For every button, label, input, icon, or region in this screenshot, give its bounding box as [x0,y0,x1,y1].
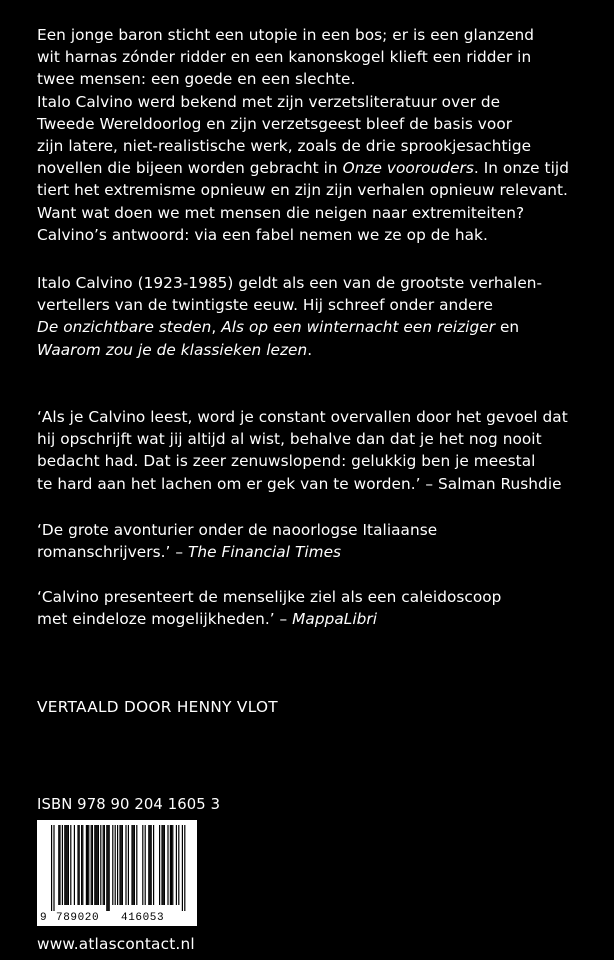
barcode-bar [62,825,63,905]
barcode-bar [51,825,52,911]
barcode-bar [136,825,137,905]
barcode-bar [148,825,149,905]
barcode-bar [167,825,168,905]
intro-line: wit harnas zónder ridder en een kanonskogel klieft een ridder in [37,48,532,67]
barcode-bar [109,825,110,911]
bio-line: De onzichtbare steden, Als op een winternacht een reiziger en [37,318,520,337]
barcode-bar [58,825,59,905]
barcode-bar [81,825,82,905]
barcode-bar [128,825,129,905]
barcode-bar [125,825,126,905]
barcode-bar [145,825,146,905]
barcode-bar [91,825,92,905]
barcode-bar [104,825,105,905]
barcode-bar [53,825,54,911]
translator-credit: VERTAALD DOOR HENNY VLOT [37,698,278,716]
book-title: Waarom zou je de klassieken lezen [37,340,308,359]
intro-line: tiert het extremisme opnieuw en zijn zijn verhalen opnieuw relevant. [37,181,568,200]
bio-line: Italo Calvino (1923-1985) geldt als een van de grootste verhalen- [37,274,543,292]
barcode-digits-left: 789020 [56,912,100,924]
barcode-bar [67,825,68,905]
barcode-bar [82,825,83,905]
quote-line: hij opschrijft wat jij altijd al wist, behalve dan dat je het nog nooit [37,430,542,449]
barcode-bar [70,825,71,905]
barcode-bar [151,825,152,905]
quote-line: bedacht had. Dat is zeer zenuwslopend: gelukkig ben je meestal [37,452,536,471]
book-title: Onze voorouders [342,159,474,178]
publisher-website: www.atlascontact.nl [37,935,195,953]
quote-line: ‘Als je Calvino leest, word je constant overvallen door het gevoel dat [37,408,568,426]
barcode-bar [94,825,95,905]
barcode-bar [103,825,104,905]
barcode-bar [88,825,89,905]
intro-line: Want wat doen we met mensen die neigen naar extremiteiten? [37,203,525,222]
barcode-bar [98,825,99,905]
book-title: Als op een winternacht een reiziger [221,318,496,337]
barcode-bar [122,825,123,905]
quote-source: MappaLibri [292,610,378,629]
barcode-bar [176,825,177,905]
review-quote-rushdie [37,406,597,495]
barcode-bar [184,825,185,911]
barcode-bar [65,825,66,905]
quote-line: ‘Calvino presenteert de menselijke ziel als een caleidoscoop [37,588,502,606]
quote-line: ‘De grote avonturier onder de naoorlogse Italiaanse [37,521,438,539]
barcode-bar [131,825,132,905]
barcode-bar [106,825,107,911]
intro-line: Een jonge baron sticht een utopie in een bos; er is een glanzend [37,26,535,44]
barcode-bar [161,825,162,905]
barcode-bar [68,825,69,905]
barcode-bar [182,825,183,911]
barcode-bar [97,825,98,905]
barcode-bar [119,825,120,905]
barcode-bar [134,825,135,905]
quote-line: romanschrijvers.’ – The Financial Times [37,543,342,562]
barcode-bar [142,825,143,905]
barcode-bars [51,825,185,911]
quote-source: The Financial Times [187,543,342,562]
bio-line: Waarom zou je de klassieken lezen. [37,340,313,359]
intro-line: zijn latere, niet-realistische werk, zoals de drie sprookjesachtige [37,137,532,156]
barcode-bar [77,825,78,905]
barcode [37,820,197,926]
quote-line: te hard aan het lachen om er gek van te worden.’ – Salman Rushdie [37,474,562,493]
barcode-bar [133,825,134,905]
isbn-text: ISBN 978 90 204 1605 3 [37,796,221,813]
intro-line: Tweede Wereldoorlog en zijn verzetsgeest bleef de basis voor [37,114,513,133]
barcode-bar [64,825,65,905]
barcode-bar [59,825,60,905]
barcode-bar [164,825,165,905]
barcode-bar [74,825,75,905]
barcode-bar [79,825,80,905]
barcode-bar [87,825,88,905]
barcode-bar [112,825,113,905]
barcode-bar [95,825,96,905]
review-quote-financial-times [37,519,597,563]
intro-line: novellen die bijeen worden gebracht in Onze voorouders. In onze tijd [37,159,569,178]
barcode-bar [171,825,172,905]
barcode-bar [121,825,122,905]
bio-line: vertellers van de twintigste eeuw. Hij schreef onder andere [37,296,493,315]
quote-line: met eindeloze mogelijkheden.’ – MappaLibri [37,610,378,629]
barcode-bar [86,825,87,905]
book-title: De onzichtbare steden [37,318,212,337]
intro-line: twee mensen: een goede en een slechte. [37,70,356,89]
barcode-bar [149,825,150,905]
intro-text [37,24,597,246]
barcode-digits-right: 416053 [121,912,165,924]
barcode-bar [153,825,154,905]
intro-line: Calvino’s antwoord: via een fabel nemen we ze op de hak. [37,225,488,244]
barcode-bar [172,825,173,905]
review-quote-mappalibri [37,586,597,630]
barcode-bar [178,825,179,905]
barcode-bar [100,825,101,905]
author-bio [37,272,597,361]
barcode-digit-first: 9 [40,912,47,924]
barcode-bar [107,825,108,911]
barcode-bar [163,825,164,905]
barcode-bar [159,825,160,905]
barcode-bar [170,825,171,905]
barcode-bar [115,825,116,905]
barcode-bar [117,825,118,905]
intro-line: Italo Calvino werd bekend met zijn verzetsliteratuur over de [37,92,501,111]
barcode-bar [92,825,93,905]
